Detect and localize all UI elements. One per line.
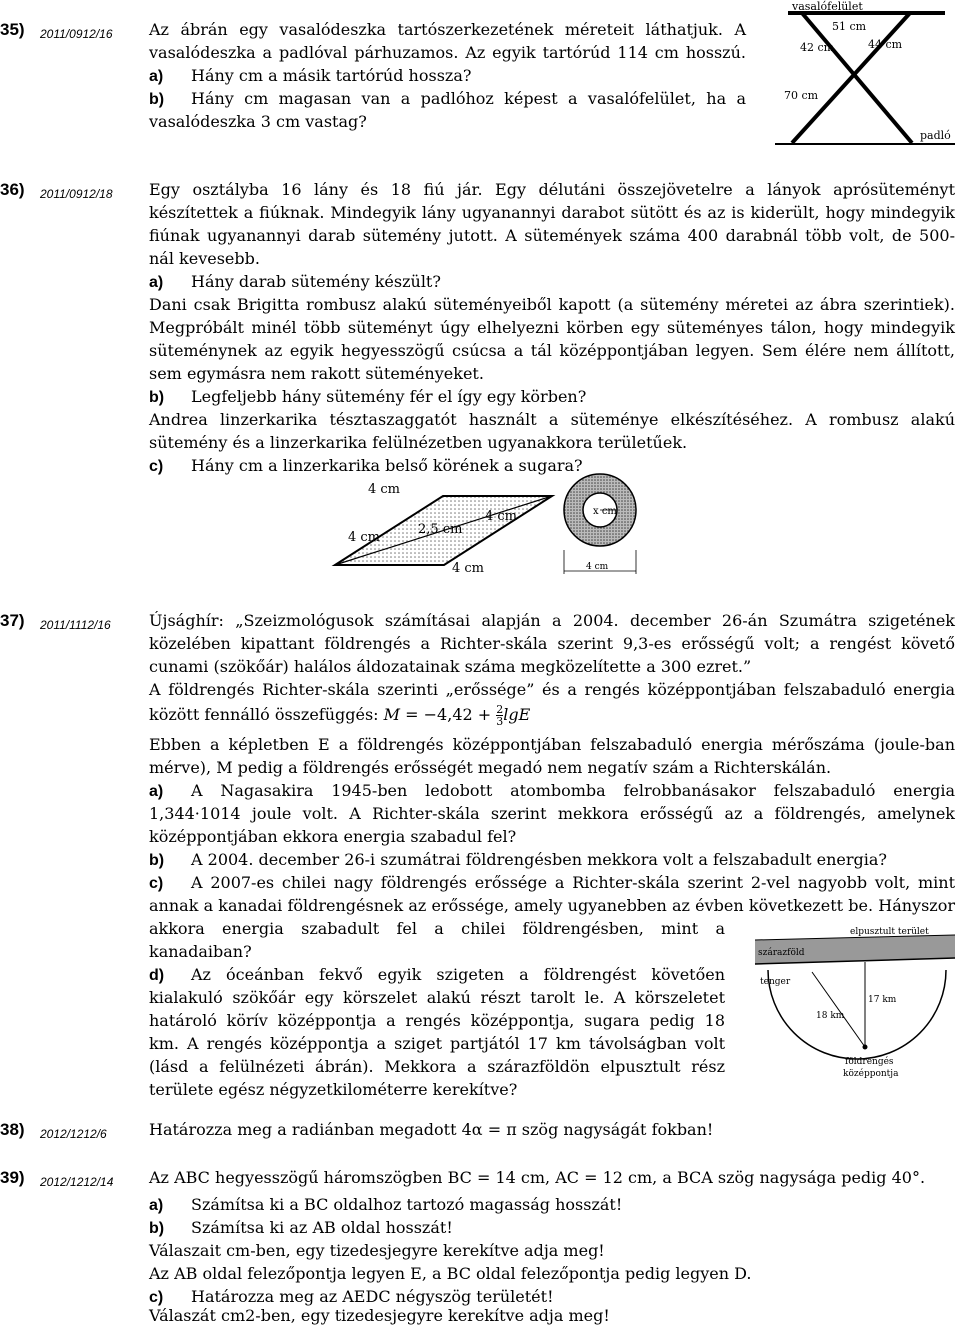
label-x-cm: x cm xyxy=(593,506,617,517)
p36-line-5: Dani csak Brigitta rombusz alakú süteményeiből kapott (a sütemény méretei az ábra szerintiek). xyxy=(149,295,955,314)
tsunami-figure xyxy=(750,922,960,1102)
label-surface: vasalófelület xyxy=(792,0,863,13)
problem-code-39: 2012/1212/14 xyxy=(40,1175,114,1189)
p37-d-line-6: területe egész négyzetkilométerre kerekítve? xyxy=(149,1080,518,1099)
label-51cm: 51 cm xyxy=(832,20,867,33)
p36-question-c xyxy=(149,454,955,479)
label-c: c) xyxy=(149,458,164,475)
formula-equals: = xyxy=(405,705,419,724)
p38-line-1: Határozza meg a radiánban megadott 4α = π szög nagyságát fokban! xyxy=(149,1120,714,1139)
ring-cookie-figure xyxy=(558,470,640,578)
problem-number-39: 39) xyxy=(0,1168,25,1187)
label-b: b) xyxy=(149,1220,165,1237)
p39-line-1: Az ABC hegyesszögű háromszögben BC = 14 cm, AC = 12 cm, a BCA szög nagysága pedig 40°. xyxy=(149,1168,926,1187)
p39-line-2: Válaszait cm-ben, egy tizedesjegyre kerekítve adja meg! xyxy=(149,1241,605,1260)
label-b: b) xyxy=(149,389,165,406)
label-a: a) xyxy=(149,1197,164,1214)
p37-b-text: A 2004. december 26-i szumátrai földrengésben mekkora volt a felszabadult energia? xyxy=(191,850,887,869)
p36-line-8: sem egymásra nem rakott süteményeket. xyxy=(149,364,484,383)
p37-formula-line xyxy=(149,703,955,727)
label-a: a) xyxy=(149,68,164,85)
p37-c-line-4: kanadaiban? xyxy=(149,942,252,961)
fraction-denominator: 3 xyxy=(496,715,504,728)
label-c: c) xyxy=(149,1289,164,1306)
p37-question-a xyxy=(149,779,955,804)
p37-line-6: Ebben a képletben E a földrengés középpontjában felszabaduló energia mérőszáma (joule-ban xyxy=(149,735,955,754)
label-a: a) xyxy=(149,783,164,800)
ironing-board-figure xyxy=(770,0,958,150)
p35-line-b2: vasalódeszka 3 cm vastag? xyxy=(149,112,367,131)
p35-a-text: Hány cm a másik tartórúd hossza? xyxy=(191,66,472,85)
radius-line-18km xyxy=(812,972,865,1047)
p37-a-line-3: középpontjában ekkora energia szabadul fel? xyxy=(149,827,517,846)
p37-question-c xyxy=(149,871,955,896)
label-right-side: 4 cm xyxy=(485,509,518,524)
p37-a-text-1: A Nagasakira 1945-ben ledobott atombomba felrobbanásakor felszabaduló energia xyxy=(191,781,955,800)
p36-question-b xyxy=(149,385,955,410)
p37-line-4: A földrengés Richter-skála szerinti „erőssége” és a rengés középpontjában felszabaduló energia xyxy=(149,680,955,699)
p36-a-text: Hány darab sütemény készült? xyxy=(191,272,441,291)
formula-M: M xyxy=(383,705,401,724)
p39-line-4: Válaszát cm2-ben, egy tizedesjegyre kerekítve adja meg! xyxy=(149,1306,610,1325)
p37-c-line-3: akkora energia szabadult fel a chilei földrengésben, mint a xyxy=(149,919,725,938)
p35-line-2: vasalódeszka a padlóval párhuzamos. Az egyik tartórúd 114 cm hosszú. xyxy=(149,43,746,62)
label-land: szárazföld xyxy=(758,948,805,958)
p36-line-9: Andrea linzerkarika tésztaszaggatót használt a süteménye elkészítéséhez. A rombusz alakú xyxy=(149,410,955,429)
label-44cm: 44 cm xyxy=(868,38,903,51)
problem-code-37: 2011/1112/16 xyxy=(40,618,111,632)
label-b: b) xyxy=(149,91,165,108)
formula-lgE: lgE xyxy=(503,705,531,724)
p36-question-a xyxy=(149,270,955,295)
label-top: 4 cm xyxy=(368,482,401,497)
p36-line-7: süteménynek az egyik hegyesszögű csúcsa a tál középpontjában legyen. Sem élére nem állított, xyxy=(149,341,955,360)
p36-b-text: Legfeljebb hány sütemény fér el így egy körben? xyxy=(191,387,587,406)
label-a: a) xyxy=(149,274,164,291)
p35-b-text: Hány cm magasan van a padlóhoz képest a vasalófelület, ha a xyxy=(191,89,746,108)
label-b: b) xyxy=(149,852,165,869)
p37-line-3: cunami (szökőár) halálos áldozatainak száma megközelítette a 300 ezret.” xyxy=(149,657,752,676)
p37-line-5: között fennálló összefüggés: xyxy=(149,705,379,724)
p36-line-4: nál kevesebb. xyxy=(149,249,260,268)
p39-question-a xyxy=(149,1193,955,1218)
p35-question-b xyxy=(149,87,746,112)
p37-d-line-3: határoló körív középpontja a rengés középpontja, sugara pedig 18 xyxy=(149,1011,725,1030)
label-sea: tenger xyxy=(760,977,791,987)
fraction-numerator: 2 xyxy=(496,703,504,716)
problem-number-38: 38) xyxy=(0,1120,25,1139)
p36-line-6: Megpróbált minél több süteményt úgy elhelyezni körben egy süteményes tálon, hogy mindegyik xyxy=(149,318,955,337)
rhombus-figure xyxy=(330,480,560,580)
problem-code-36: 2011/0912/18 xyxy=(40,187,113,201)
label-bottom: 4 cm xyxy=(452,561,485,576)
label-left-side: 4 cm xyxy=(348,530,381,545)
label-epicenter-2: középpontja xyxy=(843,1069,899,1079)
p39-b-text: Számítsa ki az AB oldal hosszát! xyxy=(191,1218,453,1237)
p37-line-7: mérve), M pedig a földrengés erősségét megadó nem negatív szám a Richterskálán. xyxy=(149,758,832,777)
p37-d-text-1: Az óceánban fekvő egyik szigeten a földrengést követően xyxy=(191,965,725,984)
label-17km: 17 km xyxy=(868,995,897,1005)
p37-d-line-4: km. A rengés középpontja a sziget partjától 17 km távolságban volt xyxy=(149,1034,725,1053)
p39-question-b xyxy=(149,1216,955,1241)
problem-code-35: 2011/0912/16 xyxy=(40,27,113,41)
p37-question-d xyxy=(149,963,725,988)
p39-line-3: Az AB oldal felezőpontja legyen E, a BC oldal felezőpontja pedig legyen D. xyxy=(149,1264,752,1283)
label-70cm: 70 cm xyxy=(784,89,819,102)
label-destroyed: elpusztult terület xyxy=(850,927,929,937)
p37-line-1: Újsághír: „Szeizmológusok számításai alapján a 2004. december 26-án Szumátra szigetének xyxy=(149,611,955,630)
p36-line-10: sütemény és a linzerkarika felülnézetben ugyanakkora területűek. xyxy=(149,433,688,452)
label-42cm: 42 cm xyxy=(800,41,835,54)
label-c: c) xyxy=(149,875,164,892)
p35-question-a xyxy=(149,64,746,89)
p37-line-2: közelében kipattant földrengés a Richter-skála szerint 9,3-es erősségű volt; a rengést követő xyxy=(149,634,955,653)
p36-line-1: Egy osztályba 16 lány és 18 fiú jár. Egy délutáni összejövetelre a lányok aprósüteményt xyxy=(149,180,955,199)
p37-d-line-5: (lásd a felülnézeti ábrán). Mekkora a szárazföldön elpusztult rész xyxy=(149,1057,725,1076)
problem-number-35: 35) xyxy=(0,20,25,39)
label-epicenter-1: földrengés xyxy=(845,1057,894,1067)
arc-circle xyxy=(768,970,946,1059)
label-diameter: 4 cm xyxy=(586,562,609,572)
p35-line-1: Az ábrán egy vasalódeszka tartószerkezetének méreteit láthatjuk. A xyxy=(149,20,746,39)
label-d: d) xyxy=(149,967,165,984)
p37-c-line-2: annak a kanadai földrengésnek az erőssége, amely ugyanebben az évben következett be. Hányszor xyxy=(149,896,955,915)
p36-line-2: készítettek a fiúknak. Mindegyik lány ugyanannyi darabot sütött és az is kiderült, hogy mindegyik xyxy=(149,203,955,222)
label-18km: 18 km xyxy=(816,1011,845,1021)
p37-a-line-2: 1,344·1014 joule volt. A Richter-skála szerint mekkora erősségű az a földrengés, amelynek xyxy=(149,804,955,823)
problem-number-36: 36) xyxy=(0,180,25,199)
epicenter-point xyxy=(863,1045,868,1050)
problem-number-37: 37) xyxy=(0,611,25,630)
formula-value: −4,42 + xyxy=(423,705,492,724)
p39-a-text: Számítsa ki a BC oldalhoz tartozó magasság hosszát! xyxy=(191,1195,623,1214)
p39-c-text: Határozza meg az AEDC négyszög területét! xyxy=(191,1287,554,1306)
p37-d-line-2: kialakuló szökőár egy körszelet alakú részt tarolt le. A körszeletet xyxy=(149,988,725,1007)
p37-question-b xyxy=(149,848,955,873)
p36-line-3: fiúnak ugyanannyi darab sütemény jutott. A sütemények száma 400 darabnál több volt, de 500- xyxy=(149,226,955,245)
p36-c-text: Hány cm a linzerkarika belső körének a sugara? xyxy=(191,456,583,475)
p37-c-text-1: A 2007-es chilei nagy földrengés erőssége a Richter-skála szerint 2-vel nagyobb volt, mint xyxy=(191,873,955,892)
problem-code-38: 2012/1212/6 xyxy=(40,1127,107,1141)
label-diagonal: 2,5 cm xyxy=(418,522,463,537)
label-floor: padló xyxy=(920,129,951,142)
